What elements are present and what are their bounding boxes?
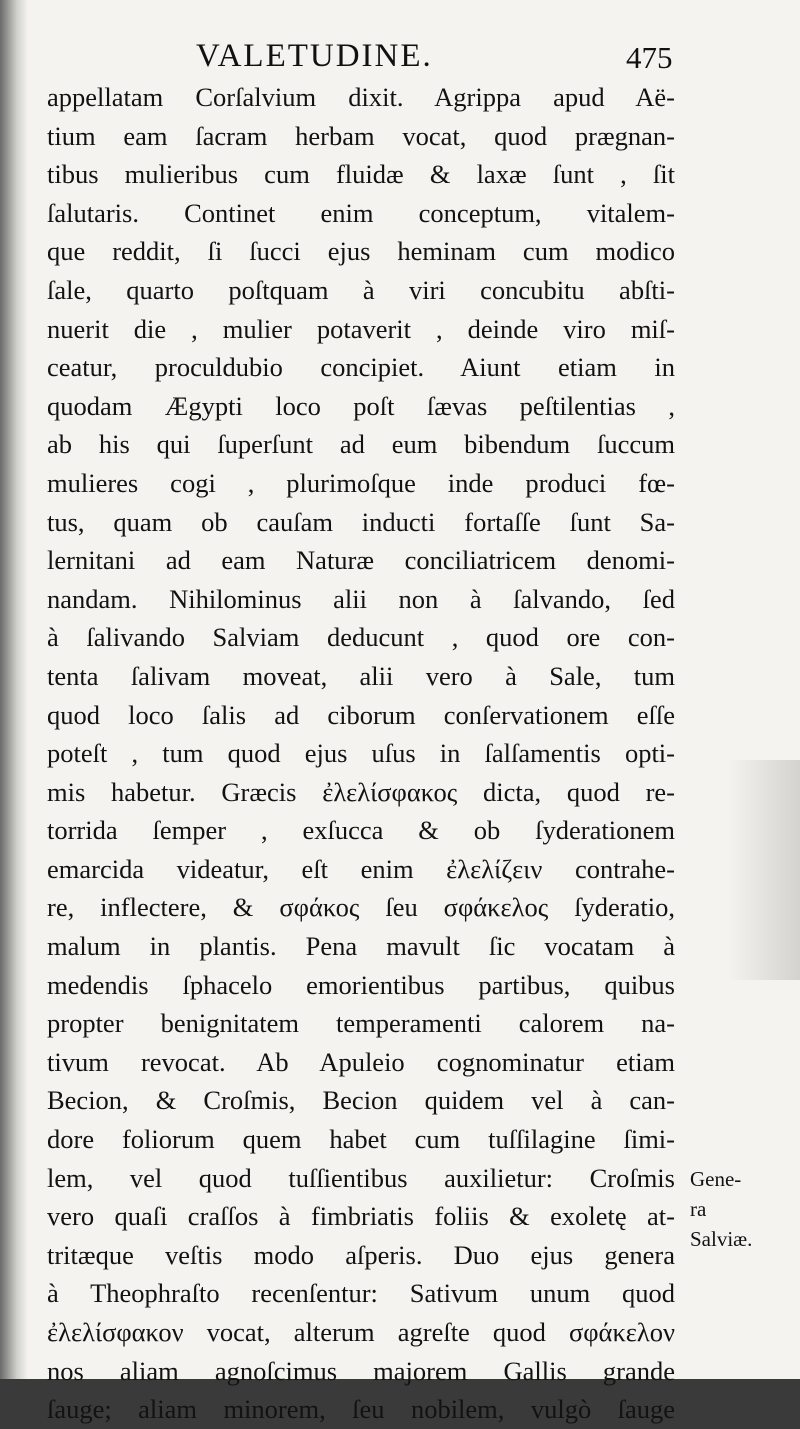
- text-line: que reddit, ſi ſucci ejus heminam cum modico: [47, 236, 675, 267]
- text-line: à ſalivando Salviam deducunt , quod ore con-: [47, 622, 675, 653]
- text-line: propter benignitatem temperamenti calorem na-: [47, 1008, 675, 1039]
- text-line: nuerit die , mulier potaverit , deinde viro miſ-: [47, 313, 675, 344]
- text-line: vero quaſi craſſos à fimbriatis foliis & exoletę at-: [47, 1201, 675, 1232]
- body-text: [47, 78, 675, 1429]
- text-line: quodam Ægypti loco poſt ſævas peſtilentias ,: [47, 390, 675, 421]
- text-line: ceatur, proculdubio concipiet. Aiunt etiam in: [47, 352, 675, 383]
- marginal-note-line: Gene-: [690, 1167, 742, 1191]
- text-line: medendis ſphacelo emorientibus partibus, quibus: [47, 969, 675, 1000]
- text-line: nos aliam agnoſcimus majorem Gallis grande: [47, 1355, 675, 1386]
- text-line: mulieres cogi , plurimoſque inde produci fœ-: [47, 467, 675, 498]
- running-head: VALETUDINE.: [196, 38, 433, 74]
- marginal-note-line: ra: [690, 1197, 707, 1221]
- text-line: nandam. Nihilominus alii non à ſalvando, ſed: [47, 583, 675, 614]
- text-line: tritæque veſtis modo aſperis. Duo ejus genera: [47, 1239, 675, 1270]
- marginal-note: [690, 1164, 800, 1254]
- text-line: mis habetur. Græcis ἐλελίσφακος dicta, quod re-: [47, 776, 675, 807]
- text-line: dore foliorum quem habet cum tuſſilagine ſimi-: [47, 1124, 675, 1155]
- text-line: poteſt , tum quod ejus uſus in ſalſamentis opti-: [47, 738, 675, 769]
- text-line: ἐλελίσφακον vocat, alterum agreſte quod σφάκελον: [47, 1317, 675, 1347]
- text-line: ſalutaris. Continet enim conceptum, vitalem-: [47, 197, 675, 228]
- text-line: ſauge; aliam minorem, ſeu nobilem, vulgò ſauge: [47, 1394, 675, 1425]
- text-line: lem, vel quod tuſſientibus auxilietur: Croſmis: [47, 1162, 675, 1193]
- text-line: quod loco ſalis ad ciborum conſervationem eſſe: [47, 699, 675, 730]
- text-line: à Theophraſto recenſentur: Sativum unum quod: [47, 1278, 675, 1309]
- text-line: tivum revocat. Ab Apuleio cognominatur etiam: [47, 1046, 675, 1077]
- text-line: Becion, & Croſmis, Becion quidem vel à can-: [47, 1085, 675, 1116]
- text-line: re, inflectere, & σφάκος ſeu σφάκελος ſyderatio,: [47, 892, 675, 923]
- marginal-note-line: Salviæ.: [690, 1227, 753, 1251]
- text-line: tium eam ſacram herbam vocat, quod prægnan-: [47, 120, 675, 151]
- text-line: torrida ſemper , exſucca & ob ſyderationem: [47, 815, 675, 846]
- text-line: tus, quam ob cauſam inducti fortaſſe ſunt Sa-: [47, 506, 675, 537]
- text-line: tenta ſalivam moveat, alii vero à Sale, tum: [47, 660, 675, 691]
- text-line: malum in plantis. Pena mavult ſic vocatam à: [47, 931, 675, 962]
- page-number: 475: [626, 40, 673, 75]
- page-header: [0, 38, 800, 78]
- text-line: lernitani ad eam Naturæ conciliatricem denomi-: [47, 545, 675, 576]
- text-line: appellatam Corſalvium dixit. Agrippa apud Aë-: [47, 82, 675, 112]
- text-line: ſale, quarto poſtquam à viri concubitu abſti-: [47, 274, 675, 305]
- text-line: ab his qui ſuperſunt ad eum bibendum ſuccum: [47, 429, 675, 460]
- show-through-shadow: [728, 760, 800, 980]
- text-line: tibus mulieribus cum fluidæ & laxæ ſunt , ſit: [47, 159, 675, 190]
- text-line: emarcida videatur, eſt enim ἐλελίζειν contrahe-: [47, 853, 675, 884]
- page-gutter-shadow: [0, 0, 28, 1379]
